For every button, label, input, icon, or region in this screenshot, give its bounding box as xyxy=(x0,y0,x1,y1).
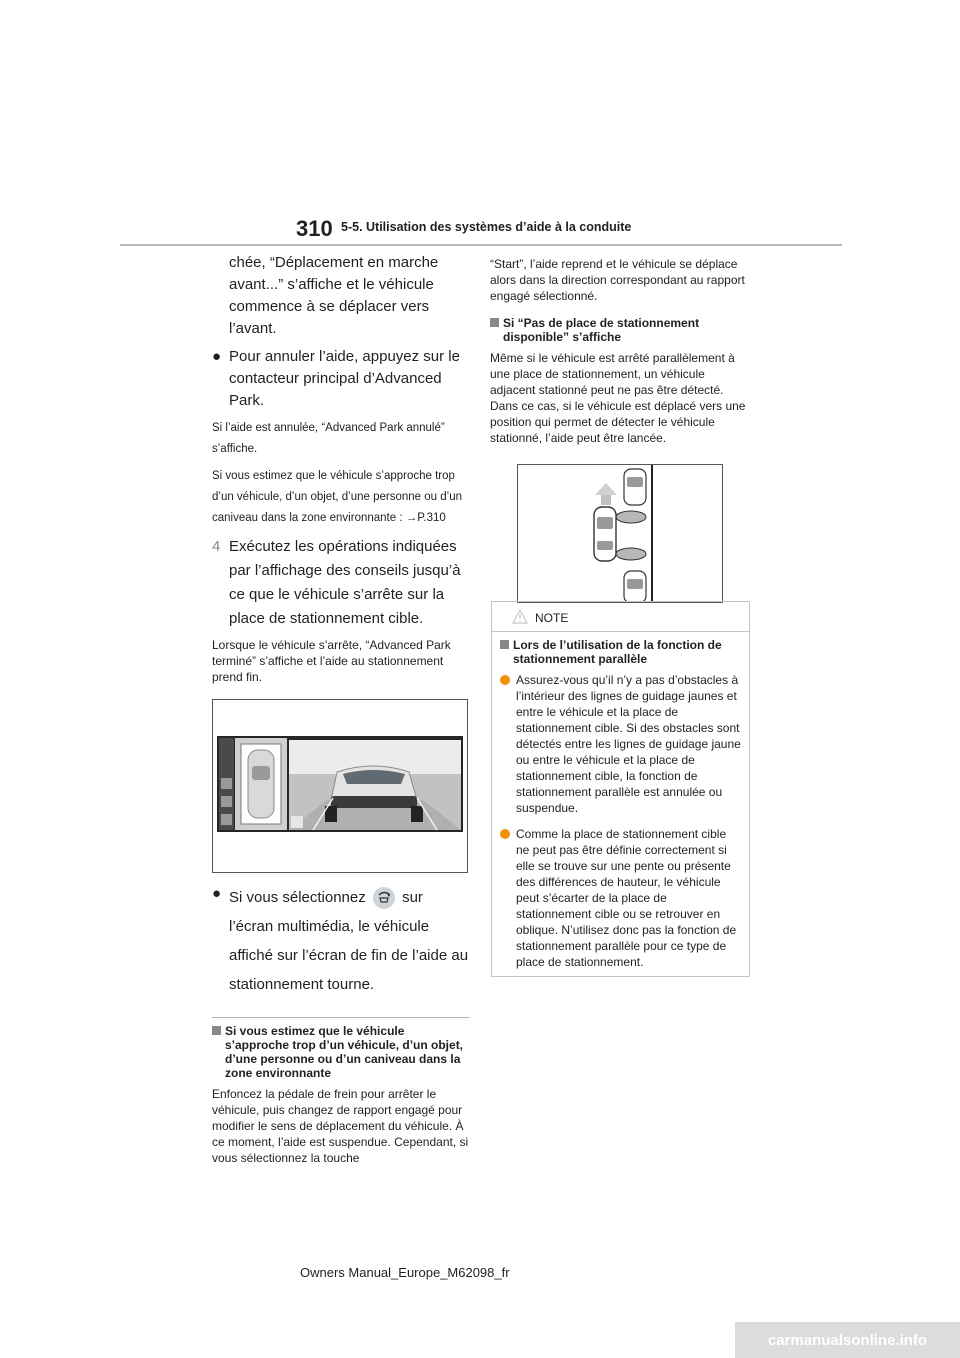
cancel-note: Si l’aide est annulée, “Advanced Park annulé” s’affiche. xyxy=(212,422,445,455)
left-column xyxy=(212,252,470,1166)
screen-illustration xyxy=(212,699,468,873)
sub-heading-close xyxy=(212,1024,470,1080)
warning-triangle-icon xyxy=(512,609,528,624)
parallel-parking-diagram xyxy=(517,464,723,603)
bullet-icon: ● xyxy=(212,885,222,902)
note-item xyxy=(500,672,741,816)
footer-text: Owners Manual_Europe_M62098_fr xyxy=(300,1265,510,1280)
rotate-vehicle-icon[interactable] xyxy=(373,887,395,909)
sub-close-text: Enfoncez la pédale de frein pour arrêter le véhicule, puis changez de rapport engagé pour modifier le sens de déplacement du véhicule. À ce moment, l’aide est suspendue. Cependant, si vous sélectionnez la touche xyxy=(212,1087,469,1165)
note-header xyxy=(492,602,749,632)
orange-bullet-icon xyxy=(500,829,510,839)
note-item-text: Assurez-vous qu’il n’y a pas d’obstacles à l’intérieur des lignes de guidage jaunes et entre le véhicule et la place de stationnement cible. Si des obstacles sont détectés entre les lignes de guidage jaune ou entre le véhicule et la place de stationnement cible, la fonction de stationnement parallèle est annulée ou suspendue. xyxy=(516,673,741,815)
note-sub-heading xyxy=(500,638,741,666)
parking-complete-screen-image xyxy=(213,700,467,872)
sub-heading-no-space-text: Si “Pas de place de stationnement disponible” s’affiche xyxy=(503,316,700,344)
right-column xyxy=(490,256,748,603)
step-number: 4 xyxy=(212,538,221,555)
header-rule xyxy=(120,244,842,246)
select-bullet xyxy=(212,883,470,999)
select-text-before: Si vous sélectionnez xyxy=(229,889,366,906)
watermark: carmanualsonline.info xyxy=(735,1322,960,1358)
section-title: 5-5. Utilisation des systèmes d’aide à la conduite xyxy=(341,220,632,234)
right-continued-text: “Start”, l’aide reprend et le véhicule se déplace alors dans la direction correspondant au rapport engagé sélectionné. xyxy=(490,257,745,303)
parallel-parking-diagram-image xyxy=(518,465,722,602)
note-item xyxy=(500,826,741,970)
note-body xyxy=(492,632,749,970)
sub-heading-close-text: Si vous estimez que le véhicule s’approche trop d’un véhicule, d’un objet, d’une personne ou d’un caniveau dans la zone environnante xyxy=(225,1024,464,1080)
page-number: 310 xyxy=(296,216,333,241)
bullet-icon: ● xyxy=(212,348,222,365)
note-label: NOTE xyxy=(535,611,569,625)
square-bullet-icon xyxy=(212,1026,221,1035)
step-note: Lorsque le véhicule s’arrête, “Advanced Park terminé” s’affiche et l’aide au stationnement prend fin. xyxy=(212,638,451,684)
note-item-text: Comme la place de stationnement cible ne peut pas être définie correctement si elle se trouve sur une pente ou présente des différences de hauteur, le véhicule peut s’écarter de la place de stationnement cible ou se retrouver en oblique. N’utilisez donc pas la fonction de stationnement parallèle pour ce type de place de stationnement. xyxy=(516,827,737,969)
cancel-bullet-text: Pour annuler l’aide, appuyez sur le contacteur principal d’Advanced Park. xyxy=(229,348,460,409)
square-bullet-icon xyxy=(500,640,509,649)
select-text-after: sur l’écran multimédia, le véhicule affiché sur l’écran de fin de l’aide au stationnement tourne. xyxy=(229,889,469,993)
select-bullet-text xyxy=(229,883,470,999)
square-bullet-icon xyxy=(490,318,499,327)
continued-text: chée, “Déplacement en marche avant...” s’affiche et le véhicule commence à se déplacer vers l’avant. xyxy=(229,254,439,337)
sub-heading-no-space xyxy=(490,316,748,344)
note-box xyxy=(491,601,750,977)
sub-section-rule xyxy=(212,1017,470,1018)
step-4 xyxy=(212,535,470,631)
sub-no-space-text: Même si le véhicule est arrêté parallèlement à une place de stationnement, un véhicule adjacent stationné peut ne pas être détecté. Dans ce cas, si le véhicule est déplacé vers une position qui permet de détecter le véhicule stationné, l’aide peut être lancée. xyxy=(490,351,746,445)
orange-bullet-icon xyxy=(500,675,510,685)
close-note: Si vous estimez que le véhicule s’approche trop d’un véhicule, d’un objet, d’une personne ou d’un caniveau dans la zone environnante : →P.310 xyxy=(212,470,462,524)
cancel-bullet xyxy=(212,346,470,412)
step-text: Exécutez les opérations indiquées par l’affichage des conseils jusqu’à ce que le véhicule s’arrête sur la place de stationnement cible. xyxy=(229,538,461,627)
note-sub-heading-text: Lors de l’utilisation de la fonction de stationnement parallèle xyxy=(513,638,722,666)
